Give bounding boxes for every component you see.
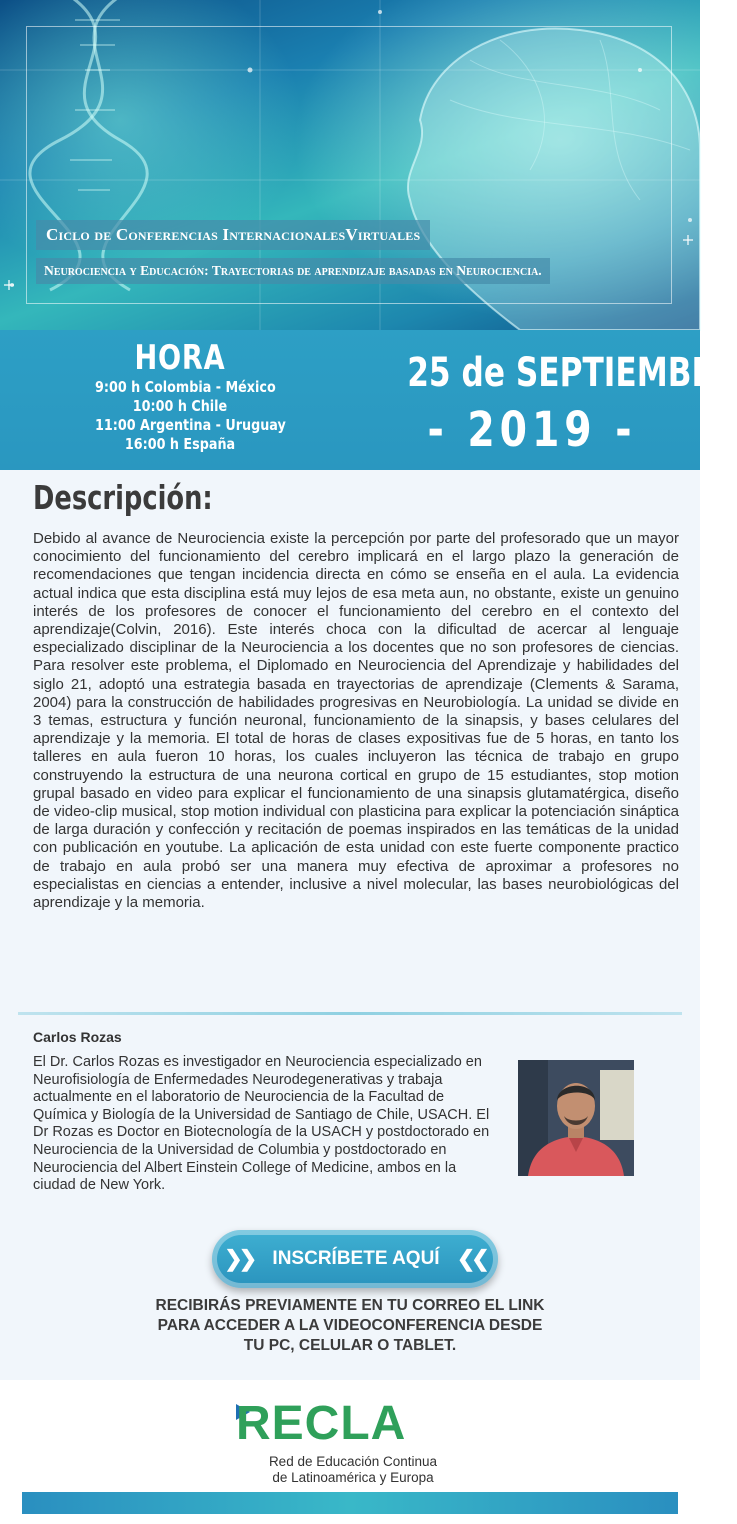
section-divider (18, 1012, 682, 1015)
speaker-bio: El Dr. Carlos Rozas es investigador en Neurociencia especializado en Neurofisiología de Enfermedades Neurodegenerativas y trabaja actualmente en el laboratorio de Neurociencia de la Facultad de Química y Biología de la Universidad de Santiago de Chile, USACH. El Dr Rozas es Doctor en Biotecnología de la USACH y postdoctorado en Neurociencia de la Universidad de Columbia y postdoctorado en Neurociencia del Albert Einstein College of Medicine, ambos en la ciudad de New York. (33, 1054, 490, 1194)
description-body: Debido al avance de Neurociencia existe la percepción por parte del profesorado que un mayor conocimiento del funcionamiento del cerebro implicará en el largo plazo la generación de recomendaciones que tengan incidencia directa en cómo se enseña en el aula. La evidencia actual indica que esta disciplina está muy lejos de esa meta aun, no obstante, existe un genuino interés de los profesores de conocer el funcionamiento del cerebro en el contexto del aprendizaje(Colvin, 2016). Este interés choca con la dificultad de acercar al lenguaje especializado disciplinar de la Neurociencia a los docentes que no son profesores de ciencias. Para resolver este problema, el Diplomado en Neurociencia del Aprendizaje y habilidades del siglo 21, adoptó una estrategia basada en trayectorias de aprendizaje (Clements & Sarama, 2004) para la construcción de habilidades progresivas en Neurobiología. La unidad se divide en 3 temas, estructura y función neuronal, funcionamiento de la sinapsis, y bases celulares del aprendizaje y la memoria. El total de horas de clases expositivas fue de 5 horas, en tanto los talleres en aula fueron 10 horas, los cuales incluyeron las técnica de trabajo en grupo construyendo la estructura de una neurona cortical en grupo de 15 estudiantes, stop motion grupal basado en video para explicar el funcionamiento de una sinapsis glutamatérgica, diseño de video-clip musical, stop motion individual con plasticina para explicar la potenciación sináptica de larga duración y confección y recitación de poemas inspirados en las temáticas de la unidad con publicación en youtube. La aplicación de esta unidad con este fuerte componente practico de trabajo en aula probó ser una manera muy efectiva de aproximar a profesores no especialistas en ciencias a entender, inclusive a nivel molecular, las bases neurobiológicas del aprendizaje y la memoria. (33, 530, 679, 912)
content-section (0, 470, 700, 1380)
hero-banner (0, 0, 700, 330)
time-colombia-mexico: 9:00 h Colombia - México (95, 378, 276, 396)
schedule-band (0, 330, 737, 470)
access-note-line-1: RECIBIRÁS PREVIAMENTE EN TU CORREO EL LINK (155, 1297, 545, 1314)
conference-title: Ciclo de Conferencias InternacionalesVirtuales (36, 220, 430, 250)
logo-wordmark: RECLA (236, 1397, 407, 1450)
access-note-line-3: TU PC, CELULAR O TABLET. (243, 1337, 457, 1354)
hora-block (80, 338, 286, 454)
footer (0, 1380, 700, 1524)
logo-subtitle-line-1: Red de Educación Continua (268, 1454, 438, 1469)
conference-subtitle: Neurociencia y Educación: Trayectorias de aprendizaje basadas en Neurociencia. (36, 258, 550, 284)
event-year: - 2019 - (427, 402, 637, 458)
time-chile: 10:00 h Chile (132, 397, 228, 415)
logo-subtitle (240, 1454, 466, 1486)
double-chevron-right-icon: ❯❯ (224, 1246, 254, 1271)
footer-bar (22, 1492, 678, 1514)
access-note (120, 1296, 580, 1356)
logo-subtitle-line-2: de Latinoamérica y Europa (272, 1470, 434, 1485)
speaker-avatar (518, 1060, 634, 1176)
register-button-label[interactable]: INSCRÍBETE AQUÍ (272, 1248, 440, 1269)
register-button[interactable] (212, 1230, 498, 1288)
time-espana: 16:00 h España (124, 435, 236, 453)
time-argentina-uruguay: 11:00 Argentina - Uruguay (95, 416, 286, 434)
hora-label: HORA (134, 338, 226, 378)
recla-logo[interactable] (236, 1398, 466, 1488)
access-note-line-2: PARA ACCEDER A LA VIDEOCONFERENCIA DESDE (157, 1317, 543, 1334)
description-title: Descripción: (33, 478, 213, 517)
event-date: 25 de SEPTIEMBRE (407, 350, 737, 396)
register-button-content[interactable] (212, 1230, 498, 1288)
speaker-photo (518, 1060, 634, 1176)
double-chevron-left-icon: ❮❮ (456, 1246, 486, 1271)
speaker-name: Carlos Rozas (33, 1029, 122, 1045)
